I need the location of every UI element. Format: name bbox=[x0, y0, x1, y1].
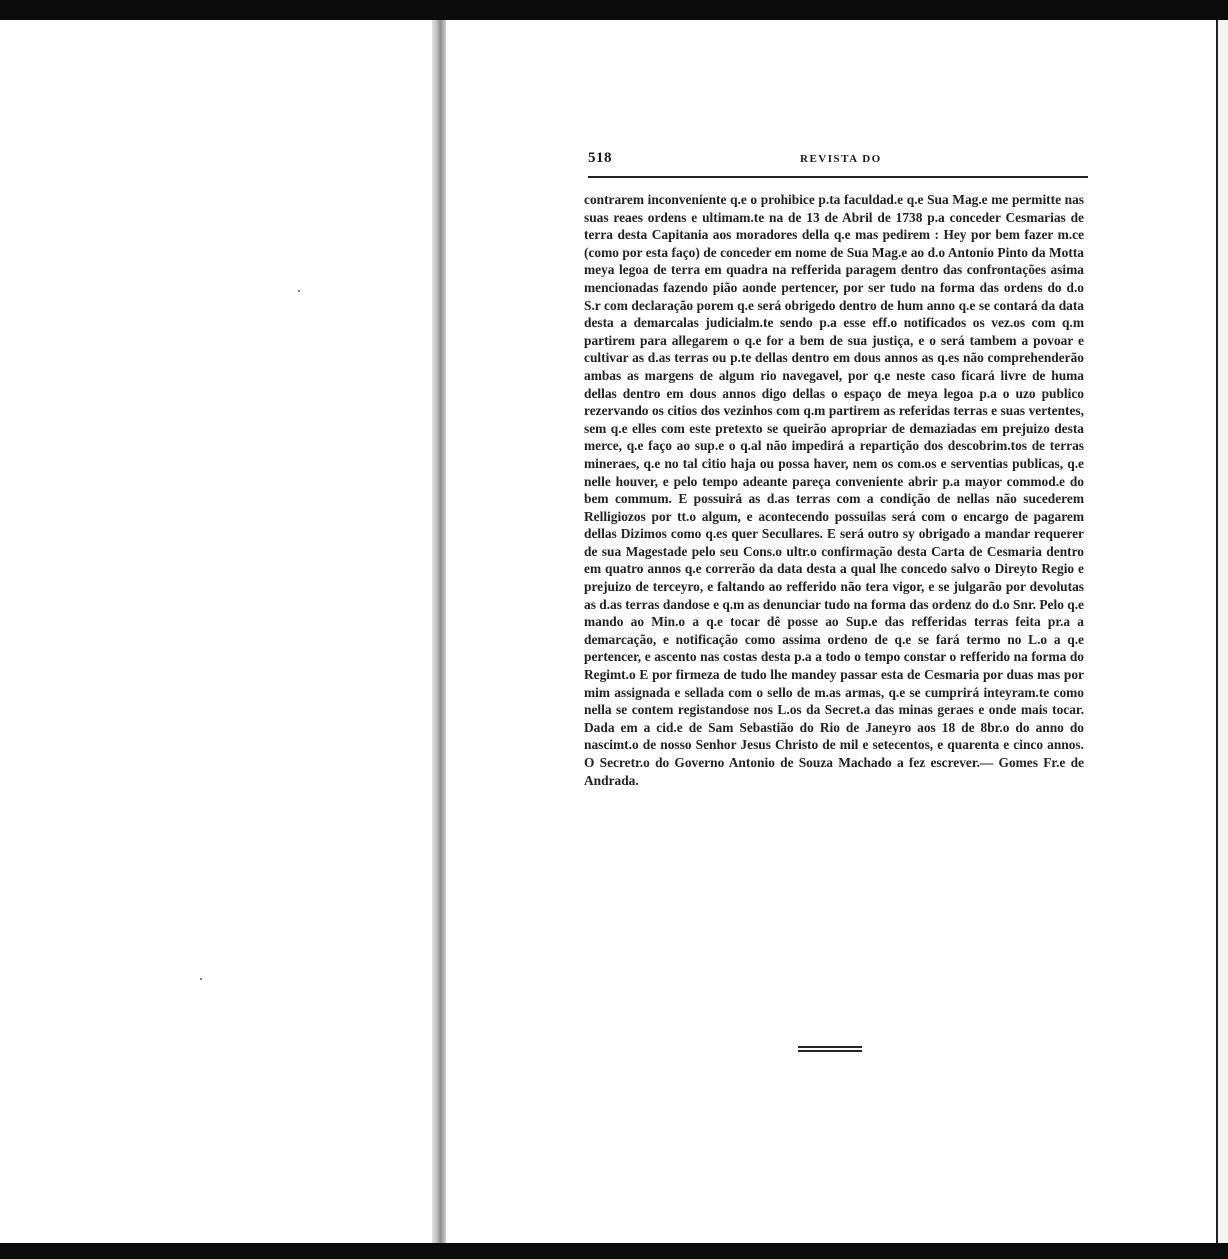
book-gutter-shadow bbox=[432, 20, 446, 1243]
scan-speck bbox=[200, 978, 202, 980]
scan-top-border bbox=[0, 0, 1228, 20]
page-number: 518 bbox=[588, 150, 612, 166]
body-paragraph: contrarem inconveniente q.e o prohibice p.ta faculdad.e q.e Sua Mag.e me permitte nas suas reaes ordens e ultimam.te na de 13 de Abril de 1738 p.a conceder Cesmarias de terra desta Capitania aos moradores della q.e mas pedirem : Hey por bem fazer m.ce (como por esta faço) de conceder em nome de Sua Mag.e ao d.o Antonio Pinto da Motta meya legoa de terra em quadra na refferida paragem dentro das confrontações asima mencionadas fazendo pião aonde pertencer, por ser tudo na forma das ordens do d.o S.r com declaração porem q.e será obrigedo dentro de hum anno q.e se contará da data desta a demarcalas judicialm.te sendo p.a esse eff.o notificados os vez.os com q.m partirem para allegarem o q.e for a bem de sua justiça, e o será tambem a povoar e cultivar as d.as terras ou p.te dellas dentro em dous annos as q.es não comprehenderão ambas as margens de algum rio navegavel, por q.e neste caso ficará livre de huma dellas dentro em dous annos digo dellas o espaço de meya legoa p.a o uzo publico rezervando os citios dos vezinhos com q.m partirem as referidas terras e suas vertentes, sem q.e elles com este pretexto se queirão apropriar de demaziadas em prejuizo desta merce, q.e faço ao sup.e o q.al não impedirá a repartição dos descobrim.tos de terras mineraes, q.e no tal citio haja ou possa haver, nem os com.os e serventias publicas, q.e nelle houver, e pelo tempo adeante pareça conveniente abrir p.a mayor commod.e do bem commum. E possuirá as d.as terras com a condição de nellas não sucederem Relligiozos por tt.o algum, e acontecendo possuilas será com o encargo de pagarem dellas Dizimos como q.es quer Secullares. E será outro sy obrigado a mandar requerer de sua Magestade pelo seu Cons.o ultr.o confirmação desta Carta de Cesmaria dentro em quatro annos q.e correrão da data desta a qual lhe concedo salvo o Direyto Regio e prejuizo de terceyro, e faltando ao refferido não tera vigor, e se julgarão por devolutas as d.as terras dandose e q.m as denunciar tudo na forma das ordenz do d.o Snr. Pelo q.e mando ao Min.o a q.e tocar dê posse ao Sup.e das refferidas terras feita pr.a a demarcação, e notificação como assima ordeno de q.e se fará termo no L.o a q.e pertencer, e ascento nas costas desta p.a a todo o tempo constar o refferido na forma do Regimt.o E por firmeza de tudo lhe mandey passar esta de Cesmaria por duas mas por mim assignada e sellada com o sello de m.as armas, q.e se cumprirá inteyram.te como nella se contem registandose nos L.os da Secret.a das minas geraes e onde mais tocar. Dada em a cid.e de Sam Sebastião do Rio de Janeyro aos 18 de 8br.o do anno do nascimt.o de nosso Senhor Jesus Christo de mil e setecentos, e quarenta e cinco annos. O Secretr.o do Governo Antonio de Souza Machado a fez escrever.— Gomes Fr.e de Andrada. bbox=[584, 192, 1084, 788]
header-rule bbox=[588, 176, 1088, 178]
scan-right-edge bbox=[1216, 20, 1228, 1243]
facing-blank-page bbox=[0, 20, 436, 1243]
page-header bbox=[588, 150, 1088, 172]
end-ornament bbox=[798, 1046, 862, 1052]
running-title: REVISTA DO bbox=[800, 153, 882, 165]
scan-speck bbox=[298, 290, 300, 292]
scan-bottom-border bbox=[0, 1243, 1228, 1259]
